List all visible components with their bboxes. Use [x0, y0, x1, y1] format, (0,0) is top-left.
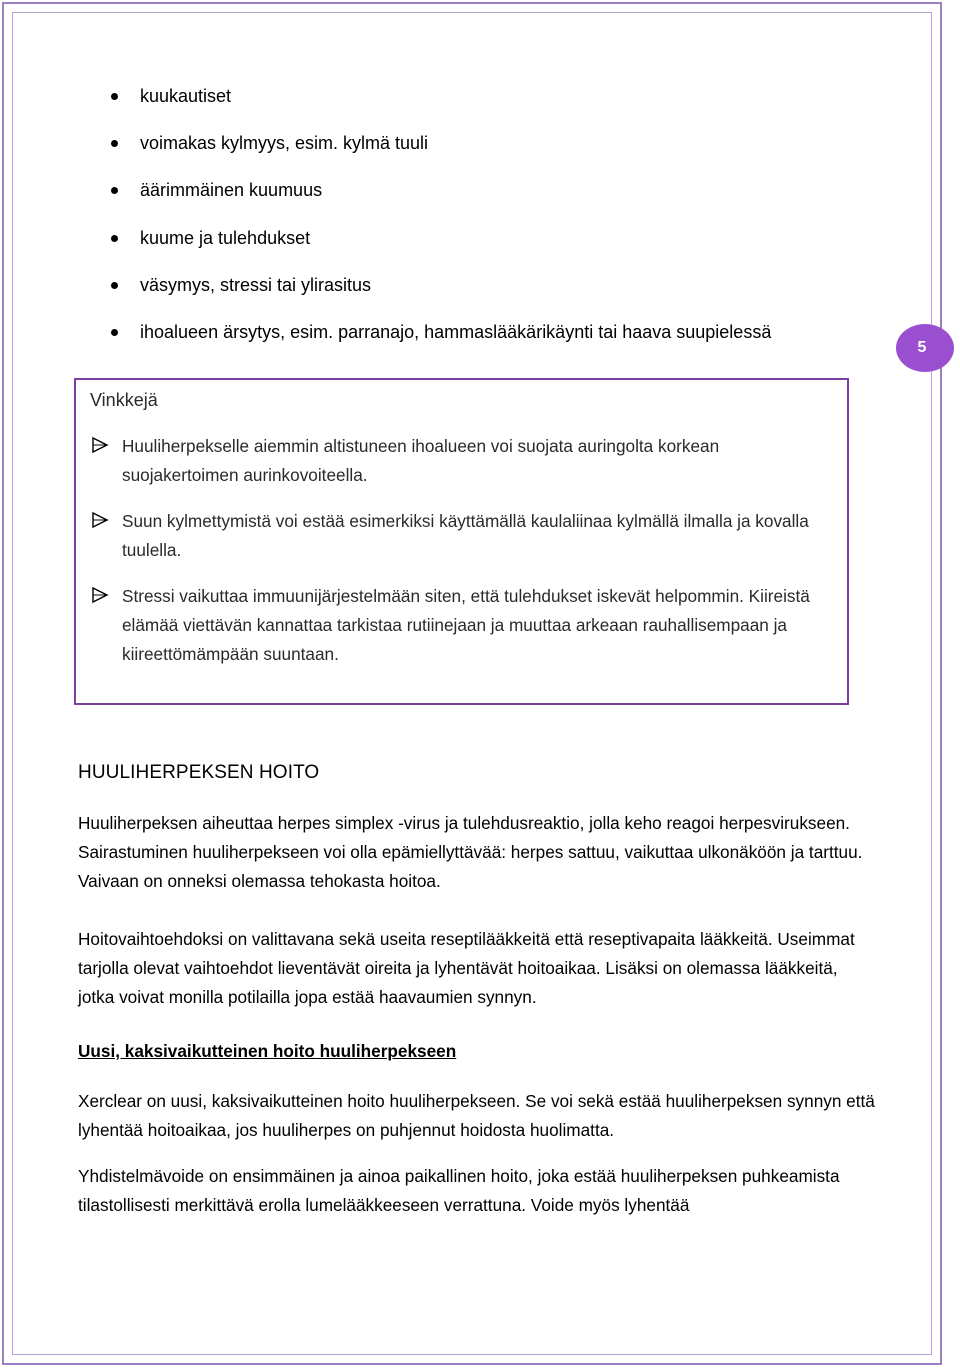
bullet-icon [111, 329, 118, 336]
list-item-text: kuukautiset [140, 86, 232, 106]
section-title: HUULIHERPEKSEN HOITO [78, 762, 320, 783]
bullet-icon [111, 93, 118, 100]
tip-item [122, 432, 822, 490]
paragraph: Huuliherpeksen aiheuttaa herpes simplex -virus ja tulehdusreaktio, jolla keho reagoi herpesvirukseen. Sairastuminen huuliherpekseen voi olla epämiellyttävää: herpes sattuu, vaikuttaa ulkonäköön ja tarttuu. Vaivaan on onneksi olemassa tehokasta hoitoa. [78, 813, 863, 891]
list-item-text: äärimmäinen kuumuus [140, 180, 323, 201]
arrow-bullet-icon [91, 511, 109, 529]
list-item [108, 226, 771, 273]
list-item-text: väsymys, stressi tai ylirasitus [140, 274, 372, 295]
list-item [108, 320, 771, 367]
page-number: 5 [917, 339, 927, 356]
risk-factor-list [108, 84, 771, 367]
arrow-bullet-icon [91, 586, 109, 604]
bullet-icon [111, 140, 118, 147]
tips-box [74, 378, 849, 705]
list-item [108, 131, 771, 178]
list-item-text: voimakas kylmyys, esim. kylmä tuuli [140, 133, 429, 154]
subheading: Uusi, kaksivaikutteinen hoito huuliherpekseen [78, 1041, 457, 1061]
paragraph: Hoitovaihtoehdoksi on valittavana sekä useita reseptilääkkeitä että reseptivapaita lääkkeitä. Useimmat tarjolla olevat vaihtoehdot lieventävät oireita ja lyhentävät hoitoaikaa. Lisäksi on olemassa lääkkeitä, jotka voivat monilla potilailla jopa estää haavaumien synnyn. [78, 929, 855, 1007]
tip-item [122, 582, 822, 669]
tip-item [122, 507, 822, 565]
list-item-text: kuume ja tulehdukset [140, 227, 311, 248]
list-item [108, 178, 771, 225]
list-item [108, 273, 771, 320]
paragraph: Yhdistelmävoide on ensimmäinen ja ainoa paikallinen hoito, joka estää huuliherpeksen puhkeamista tilastollisesti merkittävä erolla lumelääkkeeseen verrattuna. Voide myös lyhentää [78, 1166, 840, 1215]
bullet-icon [111, 282, 118, 289]
list-item [108, 84, 771, 131]
tips-title: Vinkkejä [90, 390, 158, 410]
bullet-icon [111, 235, 118, 242]
tip-text: Stressi vaikuttaa immuunijärjestelmään siten, että tulehdukset iskevät helpommin. Kiireistä elämää viettävän kannattaa tarkistaa rutiinejaan ja muuttaa arkeaan rauhallisempaan ja kiireettömämpään suuntaan. [122, 586, 810, 664]
page-number-badge [896, 324, 954, 372]
list-item-text: ihoalueen ärsytys, esim. parranajo, hammaslääkärikäynti tai haava suupielessä [140, 321, 772, 342]
arrow-bullet-icon [91, 436, 109, 454]
bullet-icon [111, 187, 118, 194]
tip-text: Huuliherpekselle aiemmin altistuneen ihoalueen voi suojata auringolta korkean suojakertoimen aurinkovoiteella. [122, 436, 720, 485]
tip-text: Suun kylmettymistä voi estää esimerkiksi käyttämällä kaulaliinaa kylmällä ilmalla ja kovalla tuulella. [122, 511, 809, 560]
paragraph: Xerclear on uusi, kaksivaikutteinen hoito huuliherpekseen. Se voi sekä estää huuliherpeksen synnyn että lyhentää hoitoaikaa, jos huuliherpes on puhjennut hoidosta huolimatta. [78, 1091, 875, 1140]
